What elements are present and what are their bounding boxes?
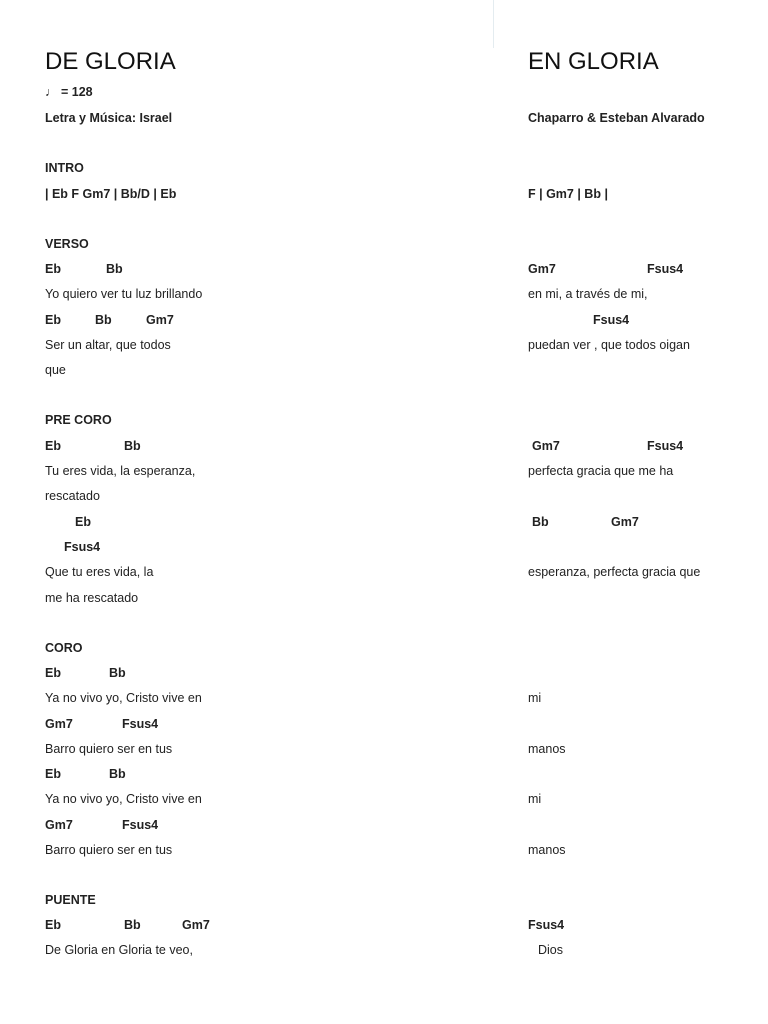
lyric-line: Tu eres vida, la esperanza,	[45, 464, 196, 478]
lyric-line: rescatado	[45, 489, 100, 503]
verso-heading: VERSO	[45, 237, 89, 251]
lyric-line: que	[45, 363, 66, 377]
chord: Fsus4	[122, 717, 159, 731]
chord: Gm7	[182, 918, 210, 932]
precoro-heading: PRE CORO	[45, 413, 112, 427]
lyric-line: manos	[528, 843, 566, 857]
chord: Bb	[124, 918, 141, 932]
lyric-line: mi	[528, 792, 542, 806]
lyric-line: Que tu eres vida, la	[45, 565, 154, 579]
lyric-line: perfecta gracia que me ha	[528, 464, 674, 478]
intro-chords-left: | Eb F Gm7 | Bb/D | Eb	[45, 187, 177, 201]
lyric-line: en mi, a través de mi,	[528, 287, 648, 301]
chord: Eb	[45, 666, 61, 680]
tempo: ♩ = 128	[45, 85, 93, 99]
lyric-line: De Gloria en Gloria te veo,	[45, 943, 193, 957]
lyric-line: Ser un altar, que todos	[45, 338, 171, 352]
lyric-line: Barro quiero ser en tus	[45, 742, 173, 756]
intro-chords-right: F | Gm7 | Bb |	[528, 187, 608, 201]
chord: Fsus4	[528, 918, 565, 932]
chord: Bb	[109, 666, 126, 680]
chord: Gm7	[611, 515, 639, 529]
lyric-line: Yo quiero ver tu luz brillando	[45, 287, 203, 301]
lyric-line: manos	[528, 742, 566, 756]
chord: Bb	[124, 439, 141, 453]
chord: Eb	[45, 313, 61, 327]
chord: Gm7	[45, 717, 73, 731]
coro-heading: CORO	[45, 641, 83, 655]
lyric-line: puedan ver , que todos oigan	[528, 338, 690, 352]
chord: Gm7	[532, 439, 560, 453]
lyric-line: Dios	[538, 943, 564, 957]
chord: Fsus4	[122, 818, 159, 832]
chord: Bb	[106, 262, 123, 276]
chord: Fsus4	[593, 313, 630, 327]
lyric-line: mi	[528, 691, 542, 705]
song-title-left: DE GLORIA	[45, 48, 176, 75]
credits-right: Chaparro & Esteban Alvarado	[528, 111, 705, 125]
chord: Eb	[75, 515, 91, 529]
chord: Bb	[95, 313, 112, 327]
puente-heading: PUENTE	[45, 893, 96, 907]
chord: Bb	[532, 515, 549, 529]
chord: Eb	[45, 918, 61, 932]
lyric-line: me ha rescatado	[45, 591, 139, 605]
chord: Gm7	[528, 262, 556, 276]
lyric-line: Ya no vivo yo, Cristo vive en	[45, 792, 202, 806]
lyric-line: Ya no vivo yo, Cristo vive en	[45, 691, 202, 705]
chord: Gm7	[146, 313, 174, 327]
page-divider-line	[493, 0, 494, 48]
lyric-line: esperanza, perfecta gracia que	[528, 565, 701, 579]
chord: Fsus4	[647, 439, 684, 453]
song-title-right: EN GLORIA	[528, 48, 659, 75]
lyric-line: Barro quiero ser en tus	[45, 843, 173, 857]
intro-heading: INTRO	[45, 161, 84, 175]
chord: Fsus4	[647, 262, 684, 276]
chord: Fsus4	[64, 540, 101, 554]
chord: Eb	[45, 262, 61, 276]
chord: Gm7	[45, 818, 73, 832]
chord: Eb	[45, 767, 61, 781]
chord: Eb	[45, 439, 61, 453]
credits-left: Letra y Música: Israel	[45, 111, 173, 125]
chord: Bb	[109, 767, 126, 781]
